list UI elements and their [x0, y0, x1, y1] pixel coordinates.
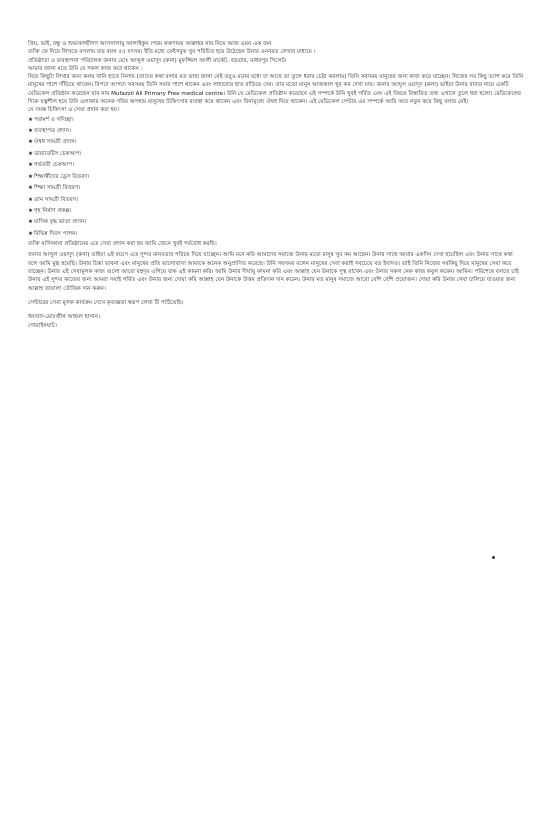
star-bullet-icon: ★: [28, 116, 34, 123]
list-item: ★শিক্ষা সামগ্রী বিতরণ।: [28, 185, 81, 192]
outro-line-1: ব্যক্তি মালিকানা প্রতিষ্ঠানের এত সেবা প্রদান করা হয় আমি জেনে খুবই গর্ববোধ করছি।: [28, 241, 217, 248]
intro-line-2: প্রতিষ্ঠাতা ও ব্যবস্থাপনা পরিচালক জনাব মোঃ আব্দুল ওয়াদুদ (রুনা) মুফজ্জিল আলী মার্কেট, বড়গ্রাম, মাধবপুর সিলেট।: [28, 57, 287, 64]
body-paragraph-2: জনাব আব্দুল ওয়াদুদ (রুনা) ভাইয়া এই বয়সে এত সুন্দর মানবতার পরিচয় দিয়ে যাচ্ছেন। আমি মনে করি আমাদের সমাজে উনার মতো মানুষ খুব কম আছেন। উনার সাথে আমার একদিন দেখা হয়েছিল এবং উনার সাথে কথা বলে আমি মুগ্ধ হয়েছি। উনার চিন্তা ভাবনা এবং মানুষের প্রতি ভালোবাসা আমাকে অনেক অনুপ্রাণিত করেছে। উনি সবসময় বলেন মানুষের সেবা করাই সবচেয়ে বড় ইবাদত। তাই তিনি নিজের সবকিছু দিয়ে মানুষের সেবা করে যাচ্ছেন। উনার এই সেবামূলক কাজ গুলো আরো বহুদূর এগিয়ে যাক এই কামনা করি। আমি উনার দীর্ঘায়ু কামনা করি এবং আল্লাহ যেন উনাকে সুস্থ রাখেন এবং উনার সকল নেক কাজ কবুল করেন। আমিন। পরিশেষে বলতে চাই উনার এই সুন্দর কাজের জন্য আমরা সবাই গর্বিত এবং উনার জন্য দোয়া করি আল্লাহ যেন উনাকে উত্তম প্রতিদান দান করেন। উনার মত মানুষ সমাজে আরো বেশি বেশি প্রয়োজন। দোয়া করি উনার সেবা চালিয়ে যাওয়ার জন্য আল্লাহ তায়ালা তৌফিক দান করুন।: [28, 252, 519, 292]
star-bullet-icon: ★: [28, 162, 34, 169]
stray-mark: [492, 556, 495, 559]
list-item: ★বিভিন্ন দিবস পালন।: [28, 230, 78, 237]
list-item: ★শিক্ষার্থীদের ড্রেস বিতরণ।: [28, 173, 90, 180]
star-bullet-icon: ★: [28, 196, 34, 203]
star-bullet-icon: ★: [28, 219, 34, 226]
intro-line-1: ব্যক্তি কে নিয়ে লিখতে বসলাম যার বয়স ৫৫ বৎসর। ইতি মধ্যে ফেইসবুক খুব পরিচিত হয়ে উঠেছেন উনার ওনবরত লেখার মাধ্যমে ।: [28, 49, 316, 56]
star-bullet-icon: ★: [28, 150, 34, 157]
intro-line-4: যে সমস্ত চিকিৎসা ও সেবা প্রদান করা হয়।: [28, 107, 119, 114]
list-item: ★পরামর্শ ও সদিচ্ছা।: [28, 116, 74, 123]
star-bullet-icon: ★: [28, 128, 34, 135]
star-bullet-icon: ★: [28, 185, 34, 192]
list-item: ★ঔষধ সামগ্রী প্রদান।: [28, 139, 77, 146]
star-bullet-icon: ★: [28, 139, 34, 146]
intro-line-3: আমার জানা মতে উনি যে সকল কাজ করে থাকেন :: [28, 65, 143, 72]
greeting-line: প্রিয়, ভাই, বন্ধু ও শুভাকাঙ্খীগণ আসসালামু আলাইকুম ।পরম করুণাময় আল্লাহর নাম নিয়ে আজ এমন এক জন: [28, 41, 272, 47]
letter-document: [28, 40, 524, 330]
list-item: ★মাসিক বৃদ্ধ ভাতা প্রদান।: [28, 219, 87, 226]
star-bullet-icon: ★: [28, 230, 34, 237]
star-bullet-icon: ★: [28, 173, 34, 180]
body-paragraph-1: নিয়ে কিছুটা লিখার জন্য কলম খানি হাতে নিলাম (তাদের কথা বলার মত ভাষা জানা নেই তবুও মনের মধ্যে যা আছে তা তুলে ধরার চেষ্টা করলাম) তিনি সবসময় মানুষের জন্য কাজ করে যাচ্ছেন। নিজের সব কিছু ত্যাগ করে তিনি মানুষের পাশে দাঁড়িয়ে থাকেন। বিপদে আপদে সবসময় তিনি সবার পাশে থাকেন এবং সাহায্যের হাত বাড়িয়ে দেন। তার মতো মানুষ আজকাল খুব কম দেখা যায়। জনাব আব্দুল ওয়াদুদ (রুনা) ভাইয়া উনার বাবার নামে একটি মেডিকেল প্রতিষ্ঠান করেছেন যার নাম Mufazzil Ali Primary Free medical centre। উনি যে মেডিকেল প্রতিষ্ঠান করেছেন এই সম্পর্কে উনি খুবই গর্বিত এবং এই বিষয়ে বিস্তারিত তথ্য এখানে তুলে ধরা হলো। মেডিকেলের দিকে যত্নশীল হয়ে উনি এলাকার অনেক গরিব অসহায় মানুষের চিকিৎসার ব্যবস্থা করে থাকেন এবং বিনামূল্যে ঔষধ দিয়ে থাকেন। এই মেডিকেল সেন্টার এর সম্পর্কে আমি আর নতুন করে কিছু বলার নেই।: [28, 74, 524, 106]
list-item: ★ত্রান সামগ্রী বিতরণ।: [28, 196, 79, 203]
signoff-line: ধন্যবাদ-মোঃজীন আহমদ হাসান।: [28, 314, 100, 321]
star-bullet-icon: ★: [28, 207, 34, 214]
list-item: ★গর্ভবতী চেকআপ।: [28, 162, 75, 169]
list-item: ★গৃহ নির্মাণ প্রকল্প।: [28, 207, 72, 214]
services-list: [28, 115, 524, 240]
outro-line-2: সেন্টারের সেবা মূলক কার্যক্রম দেখে কৃতজ্ঞতা স্বরূপ লেখা টি পাঠিয়েছি।: [28, 299, 184, 306]
list-item: ★ডায়াবেটিস চেকআপ।: [28, 150, 82, 157]
list-item: ★ব্যবস্থাপত্র প্রদান।: [28, 128, 71, 135]
place-line: গোয়াইনঘাট।: [28, 322, 57, 329]
